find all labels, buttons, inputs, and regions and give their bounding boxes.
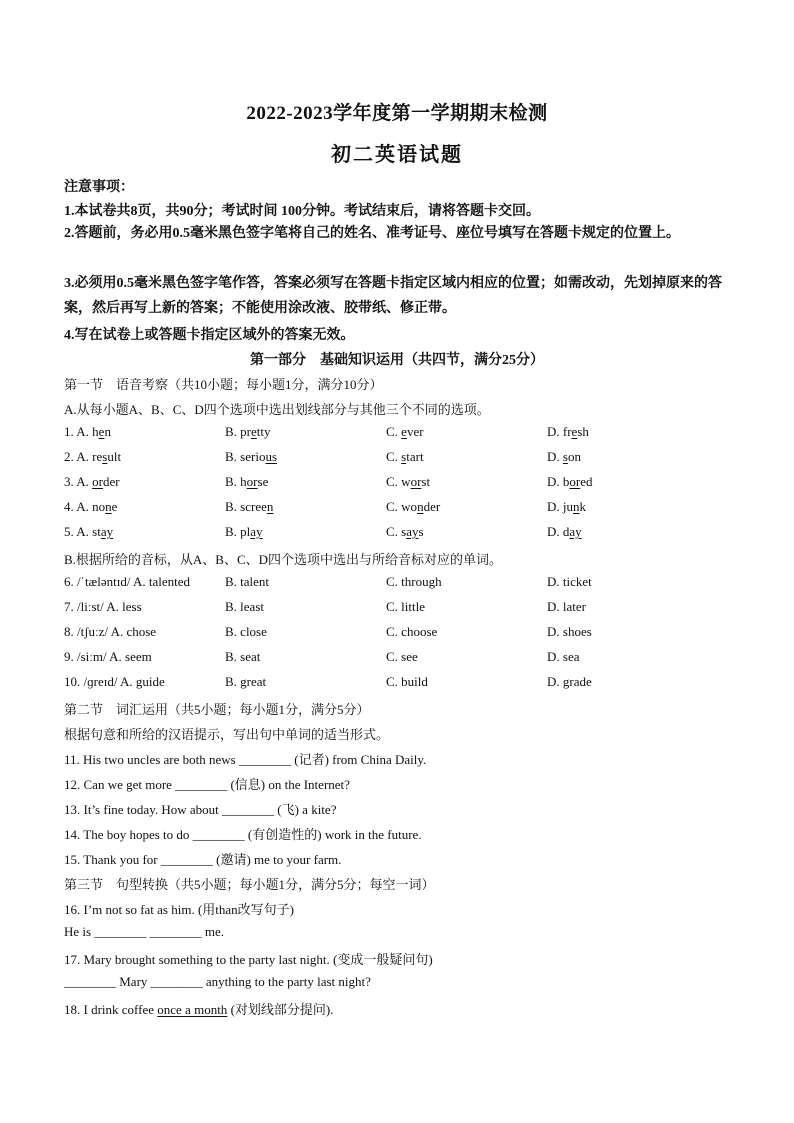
- option: D. fresh: [547, 424, 589, 439]
- option: B. close: [225, 624, 267, 639]
- option: C. ever: [386, 424, 424, 439]
- option: D. junk: [547, 499, 586, 514]
- option: B. pretty: [225, 424, 271, 439]
- option: D. son: [547, 449, 581, 464]
- option: C. worst: [386, 474, 431, 489]
- option: C. wonder: [386, 499, 441, 514]
- question-row-3: [64, 474, 734, 494]
- option: 8. /tʃuːz/ A. chose: [64, 624, 157, 639]
- option: 9. /siːm/ A. seem: [64, 649, 152, 664]
- question-row-6: [64, 574, 734, 594]
- option: D. grade: [547, 674, 592, 689]
- question-17: 17. Mary brought something to the party last night. (变成一般疑问句): [64, 952, 433, 967]
- question-16-answer: He is ________ ________ me.: [64, 924, 224, 939]
- option: D. shoes: [547, 624, 592, 639]
- option: 3. A. order: [64, 474, 120, 489]
- exam-subtitle: 初二英语试题: [331, 144, 463, 166]
- option: 2. A. result: [64, 449, 122, 464]
- note-item-3: 3.必须用0.5毫米黑色签字笔作答，答案必须写在答题卡指定区域内相应的位置；如需改动，先划掉原来的答案，然后再写上新的答案；不能使用涂改液、胶带纸、修正带。: [64, 276, 722, 316]
- question-row-4: [64, 499, 734, 519]
- option: C. through: [386, 574, 442, 589]
- question-12: 12. Can we get more ________ (信息) on the Internet?: [64, 777, 350, 792]
- question-14: 14. The boy hopes to do ________ (有创造性的) work in the future.: [64, 827, 422, 842]
- question-row-7: [64, 599, 734, 619]
- question-row-9: [64, 649, 734, 669]
- sec2-heading: 第二节 词汇运用（共5小题；每小题1分，满分5分）: [64, 702, 370, 717]
- option: 7. /liːst/ A. less: [64, 599, 142, 614]
- question-16: 16. I’m not so fat as him. (用than改写句子): [64, 902, 294, 917]
- question-row-5: [64, 524, 734, 544]
- option: D. bored: [547, 474, 593, 489]
- option: D. later: [547, 599, 586, 614]
- option: B. great: [225, 674, 267, 689]
- note-item-4: 4.写在试卷上或答题卡指定区域外的答案无效。: [64, 328, 355, 343]
- sec1-b-instruction: B.根据所给的音标，从A、B、C、D四个选项中选出与所给音标对应的单词。: [64, 552, 503, 567]
- option: B. least: [225, 599, 264, 614]
- note-item-2: 2.答题前，务必用0.5毫米黑色签字笔将自己的姓名、准考证号、座位号填写在答题卡规定的位置上。: [64, 226, 680, 241]
- option: D. day: [547, 524, 582, 539]
- option: C. see: [386, 649, 418, 664]
- exam-title: 2022-2023学年度第一学期期末检测: [246, 103, 548, 124]
- option: C. build: [386, 674, 428, 689]
- notes-heading: 注意事项：: [64, 180, 134, 195]
- question-row-1: [64, 424, 734, 444]
- option: B. serious: [225, 449, 278, 464]
- question-row-10: [64, 674, 734, 694]
- option: C. choose: [386, 624, 438, 639]
- option: 1. A. hen: [64, 424, 111, 439]
- question-15: 15. Thank you for ________ (邀请) me to your farm.: [64, 852, 342, 867]
- option: D. sea: [547, 649, 580, 664]
- question-13: 13. It’s fine today. How about ________ (飞) a kite?: [64, 802, 337, 817]
- question-row-8: [64, 624, 734, 644]
- part1-heading: 第一部分 基础知识运用（共四节，满分25分）: [250, 353, 544, 368]
- option: B. play: [225, 524, 263, 539]
- option: B. talent: [225, 574, 270, 589]
- question-11: 11. His two uncles are both news ________ (记者) from China Daily.: [64, 752, 427, 767]
- sec1-heading: 第一节 语音考察（共10小题；每小题1分，满分10分）: [64, 377, 383, 392]
- sec1-a-instruction: A.从每小题A、B、C、D四个选项中选出划线部分与其他三个不同的选项。: [64, 402, 490, 417]
- sec3-heading: 第三节 句型转换（共5小题；每小题1分，满分5分；每空一词）: [64, 877, 435, 892]
- note-item-1: 1.本试卷共8页，共90分；考试时间 100分钟。考试结束后，请将答题卡交回。: [64, 204, 540, 219]
- option: 4. A. none: [64, 499, 118, 514]
- option: C. says: [386, 524, 424, 539]
- question-17-answer: ________ Mary ________ anything to the party last night?: [64, 974, 371, 989]
- option: B. horse: [225, 474, 269, 489]
- option: 10. /ɡreɪd/ A. guide: [64, 674, 165, 689]
- sec2-instruction: 根据句意和所给的汉语提示，写出句中单词的适当形式。: [64, 727, 390, 742]
- option: 6. /ˈtæləntɪd/ A. talented: [64, 574, 191, 589]
- option: 5. A. stay: [64, 524, 114, 539]
- question-row-2: [64, 449, 734, 469]
- option: B. screen: [225, 499, 274, 514]
- option: B. seat: [225, 649, 261, 664]
- option: C. little: [386, 599, 425, 614]
- question-18: 18. I drink coffee once a month (对划线部分提问).: [64, 1002, 334, 1017]
- option: C. start: [386, 449, 424, 464]
- option: D. ticket: [547, 574, 592, 589]
